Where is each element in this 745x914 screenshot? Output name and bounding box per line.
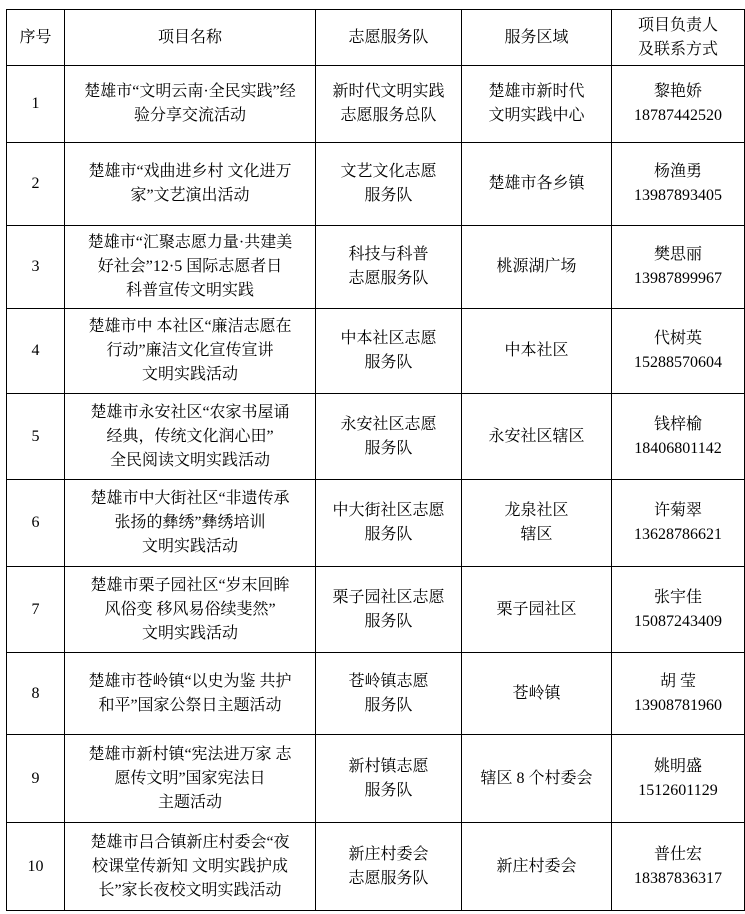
team-line: 中大街社区志愿 [332,502,445,519]
cell-service-area [462,309,612,394]
table-row [7,480,745,567]
team-line: 栗子园社区志愿 [332,588,445,606]
contact-phone: 15087243409 [634,612,722,630]
table-row [7,143,745,226]
team-line: 服务队 [364,187,413,204]
team-line: 服务队 [364,526,413,543]
contact-person: 钱梓榆 [653,415,702,433]
header-contact [612,10,745,66]
team-line: 科技与科普 [348,246,429,263]
contact-phone: 13628786621 [634,526,722,543]
contact-person: 胡 莹 [659,672,696,690]
project-name-line: 张扬的彝绣”彝绣培训 [114,514,266,531]
table-row [7,823,745,911]
cell-service-area [462,480,612,567]
area-line: 栗子园社区 [496,600,577,618]
header-row [7,10,745,66]
cell-seq: 4 [7,309,65,394]
project-name-line: 楚雄市苍岭镇“以史为鉴 共护 [88,672,292,690]
contact-person: 普仕宏 [653,845,702,863]
project-name-line: 行动”廉洁文化宣传宣讲 [106,342,274,359]
cell-project-name [65,480,316,567]
project-name-line: 楚雄市“汇聚志愿力量·共建美 [87,234,293,251]
team-line: 服务队 [364,781,413,799]
team-line: 新时代文明实践 [332,83,445,100]
project-name-line: 经典，传统文化润心田” [106,427,274,445]
cell-project-name [65,567,316,653]
table-row [7,653,745,735]
cell-contact [612,653,745,735]
cell-project-name [65,309,316,394]
cell-volunteer-team [316,66,462,143]
cell-seq: 10 [7,823,65,911]
cell-contact [612,480,745,567]
contact-person: 张宇佳 [653,588,702,606]
cell-volunteer-team [316,653,462,735]
table-row [7,567,745,653]
cell-service-area [462,66,612,143]
cell-contact [612,66,745,143]
project-name-line: 好社会”12·5 国际志愿者日 [97,258,283,275]
area-line: 楚雄市各乡镇 [488,175,585,192]
team-line: 苍岭镇志愿 [348,672,429,690]
cell-seq: 3 [7,226,65,309]
cell-project-name [65,735,316,823]
project-name-line: 文明实践活动 [141,624,238,642]
contact-phone: 13987899967 [634,270,722,287]
cell-service-area [462,735,612,823]
contact-phone: 18387836317 [634,869,722,887]
team-line: 服务队 [364,612,413,630]
cell-volunteer-team [316,823,462,911]
cell-project-name [65,394,316,480]
cell-project-name [65,823,316,911]
project-name-line: 家”文艺演出活动 [130,187,250,204]
cell-volunteer-team [316,394,462,480]
team-line: 志愿服务队 [348,270,429,287]
project-name-line: 验分享交流活动 [133,107,246,124]
project-name-line: 科普宣传文明实践 [125,282,254,299]
project-name-line: 和平”国家公祭日主题活动 [98,696,282,714]
project-name-line: 楚雄市新村镇“宪法进万家 志 [88,745,292,763]
cell-service-area [462,226,612,309]
team-line: 文艺文化志愿 [340,163,437,180]
project-name-line: 风俗变 移风易俗续斐然” [104,600,276,618]
area-line: 桃源湖广场 [496,258,577,275]
area-line: 辖区 [520,526,553,543]
team-line: 志愿服务总队 [340,107,437,124]
cell-service-area [462,394,612,480]
table-row [7,226,745,309]
table-row [7,66,745,143]
project-name-line: 楚雄市栗子园社区“岁末回眸 [90,576,290,594]
contact-phone: 18406801142 [634,439,722,457]
team-line: 新庄村委会 [348,845,429,863]
header-seq: 序号 [7,10,65,66]
project-name-line: 楚雄市吕合镇新庄村委会“夜 [90,833,290,851]
header-contact-line: 及联系方式 [637,40,718,58]
project-name-line: 文明实践活动 [141,366,238,383]
area-line: 楚雄市新时代 [488,83,585,100]
area-line: 永安社区辖区 [488,427,585,445]
contact-phone: 13987893405 [634,187,722,204]
team-line: 志愿服务队 [348,869,429,887]
cell-project-name [65,653,316,735]
cell-contact [612,823,745,911]
cell-seq: 5 [7,394,65,480]
table-row [7,309,745,394]
cell-volunteer-team [316,309,462,394]
cell-seq: 6 [7,480,65,567]
cell-project-name [65,66,316,143]
contact-phone: 1512601129 [638,781,718,799]
team-line: 永安社区志愿 [340,415,437,433]
project-name-line: 楚雄市中 本社区“廉洁志愿在 [88,318,292,335]
cell-volunteer-team [316,480,462,567]
cell-contact [612,143,745,226]
project-name-line: 楚雄市“戏曲进乡村 文化进万 [88,163,292,180]
contact-person: 姚明盛 [653,757,702,775]
team-line: 服务队 [364,696,413,714]
cell-seq: 9 [7,735,65,823]
header-service-area: 服务区域 [462,10,612,66]
contact-phone: 18787442520 [634,107,722,124]
cell-contact [612,309,745,394]
contact-person: 杨渔勇 [653,163,702,180]
cell-seq: 7 [7,567,65,653]
cell-project-name [65,143,316,226]
area-line: 中本社区 [504,342,569,359]
table-row [7,735,745,823]
cell-service-area [462,823,612,911]
contact-phone: 13908781960 [634,696,722,714]
project-name-line: 楚雄市永安社区“农家书屋诵 [90,403,290,421]
cell-volunteer-team [316,226,462,309]
project-name-line: 长”家长夜校文明实践活动 [98,881,282,899]
contact-phone: 15288570604 [634,354,722,371]
team-line: 新村镇志愿 [348,757,429,775]
contact-person: 黎艳娇 [653,83,702,100]
area-line: 新庄村委会 [496,857,577,875]
cell-project-name [65,226,316,309]
project-table [6,9,745,911]
cell-service-area [462,653,612,735]
contact-person: 樊思丽 [653,246,702,263]
project-name-line: 楚雄市“文明云南·全民实践”经 [84,83,296,100]
cell-contact [612,394,745,480]
area-line: 龙泉社区 [504,502,569,519]
cell-volunteer-team [316,143,462,226]
team-line: 服务队 [364,439,413,457]
cell-seq: 2 [7,143,65,226]
project-name-line: 文明实践活动 [141,538,238,555]
table-row [7,394,745,480]
cell-contact [612,735,745,823]
area-line: 文明实践中心 [488,107,585,124]
cell-contact [612,226,745,309]
cell-volunteer-team [316,567,462,653]
cell-seq: 1 [7,66,65,143]
cell-seq: 8 [7,653,65,735]
project-name-line: 校课堂传新知 文明实践护成 [91,857,288,875]
project-name-line: 愿传文明”国家宪法日 [114,769,266,787]
header-volunteer-team: 志愿服务队 [316,10,462,66]
cell-service-area [462,143,612,226]
project-name-line: 主题活动 [157,793,222,811]
contact-person: 许菊翠 [653,502,702,519]
header-contact-line: 项目负责人 [637,16,718,34]
area-line: 苍岭镇 [512,684,561,702]
cell-service-area [462,567,612,653]
team-line: 服务队 [364,354,413,371]
project-name-line: 全民阅读文明实践活动 [109,451,270,469]
contact-person: 代树英 [653,330,702,347]
cell-volunteer-team [316,735,462,823]
header-project-name: 项目名称 [65,10,316,66]
cell-contact [612,567,745,653]
project-name-line: 楚雄市中大街社区“非遗传承 [90,490,290,507]
area-line: 辖区 8 个村委会 [480,769,593,787]
team-line: 中本社区志愿 [340,330,437,347]
